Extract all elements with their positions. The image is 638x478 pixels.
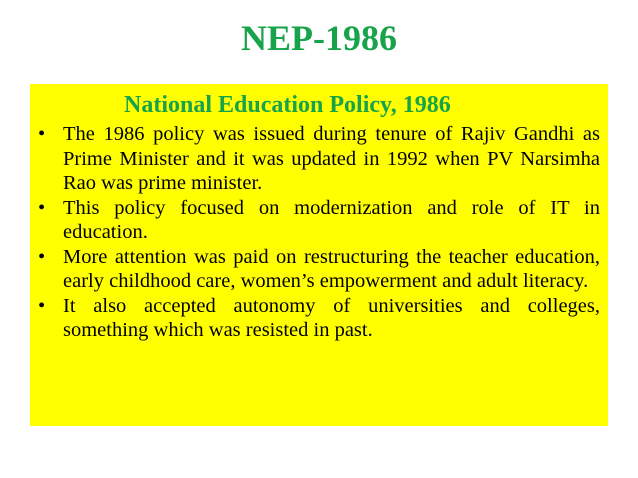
bullet-dot-icon: • <box>38 196 46 219</box>
bullet-dot-icon: • <box>38 245 46 268</box>
bullet-text: The 1986 policy was issued during tenure of Rajiv Gandhi as Prime Minister and it was updated in 1992 when PV Narsimha Rao was prime minister. <box>63 123 600 194</box>
bullet-item <box>38 245 600 294</box>
box-heading: National Education Policy, 1986 <box>124 92 451 118</box>
bullet-item <box>38 196 600 245</box>
bullet-list <box>38 122 600 343</box>
content-box <box>30 84 608 426</box>
slide-title: NEP-1986 <box>241 18 397 58</box>
bullet-dot-icon: • <box>38 123 46 145</box>
bullet-dot-icon: • <box>38 294 46 317</box>
bullet-text: More attention was paid on restructuring the teacher education, early childhood care, women’s empowerment and adult literacy. <box>63 245 600 292</box>
bullet-text: This policy focused on modernization and role of IT in education. <box>63 196 600 243</box>
bullet-item <box>38 294 600 343</box>
bullet-text: It also accepted autonomy of universities and colleges, something which was resisted in past. <box>63 294 600 341</box>
bullet-item <box>38 122 600 196</box>
